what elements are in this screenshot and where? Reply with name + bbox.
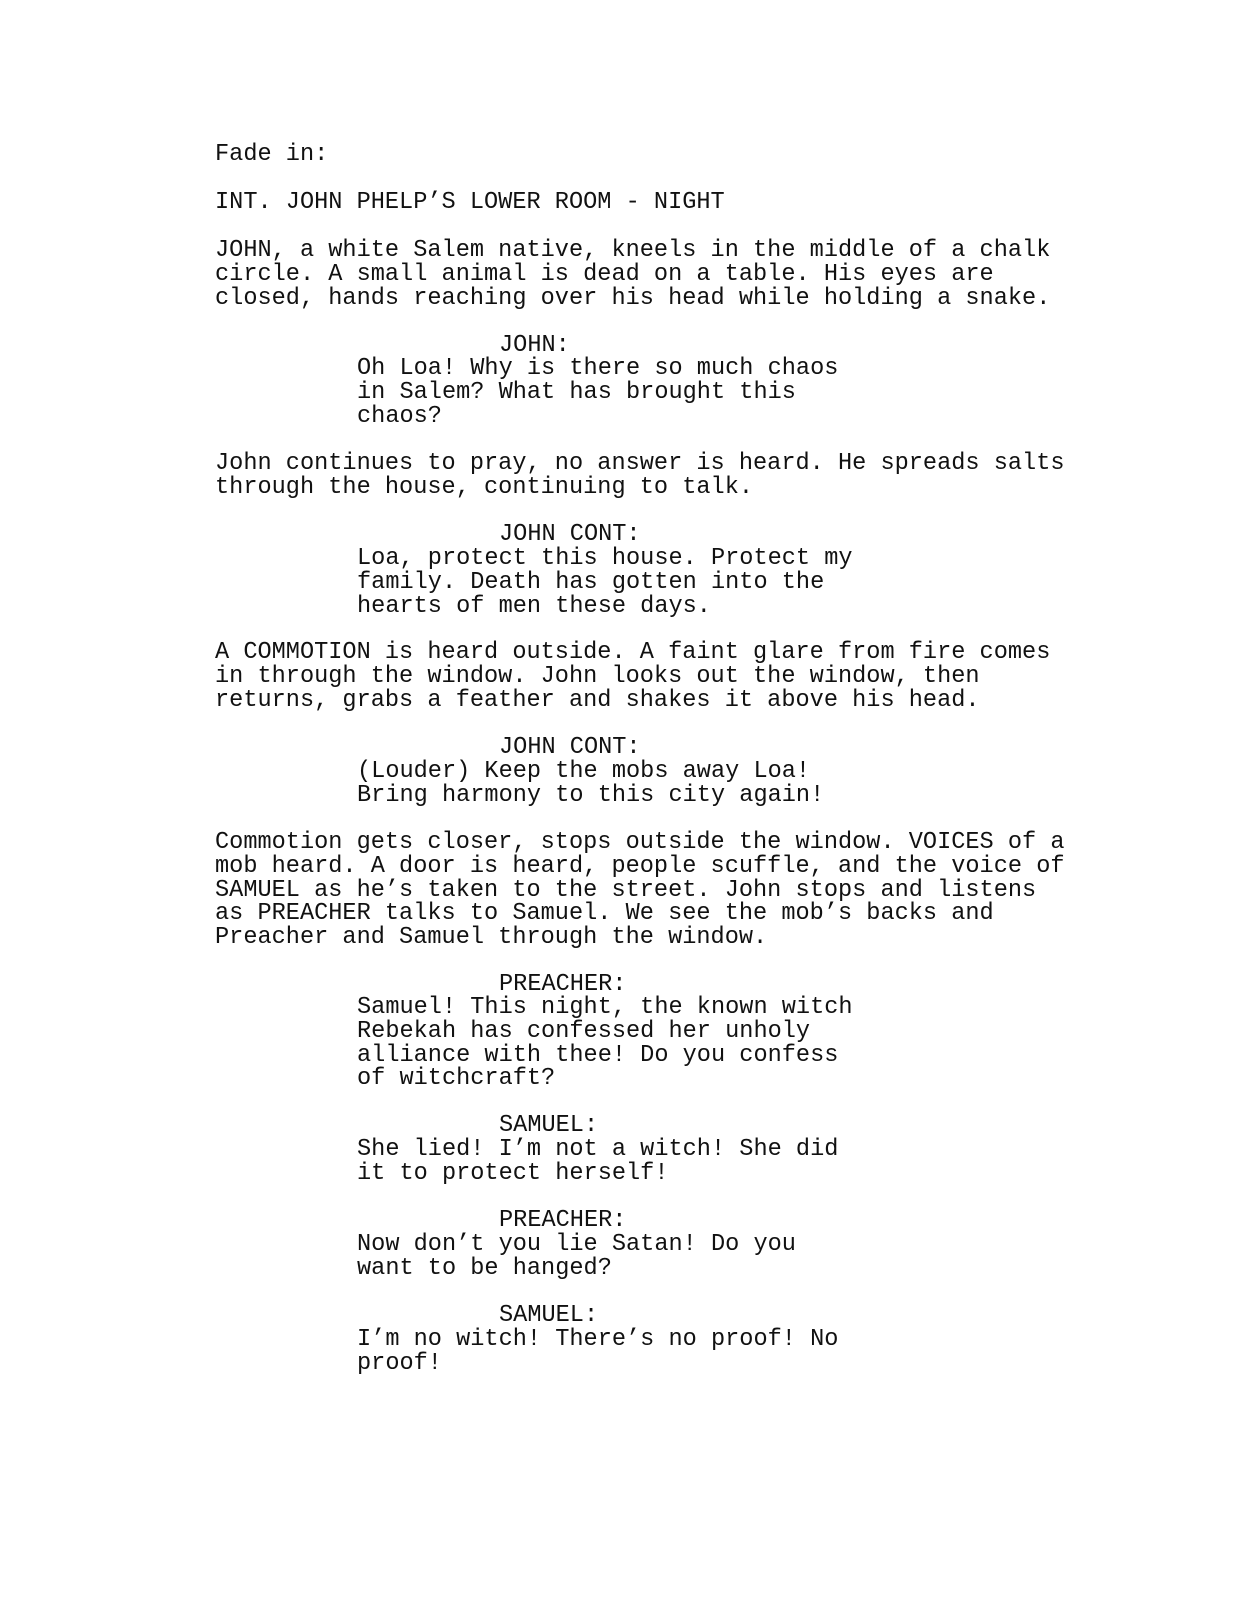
action-paragraph-4: Commotion gets closer, stops outside the window. VOICES of a mob heard. A door is heard, people scuffle, and the voice of SAMUEL as he’s taken to the street. John stops and listens as PREACHER talks to Samuel. We see the mob’s backs and Preacher and Samuel through the window. [215,829,1065,952]
dialogue-3: (Louder) Keep the mobs away Loa! Bring harmony to this city again! [357,758,825,809]
scene-heading: INT. JOHN PHELP’S LOWER ROOM - NIGHT [215,189,725,216]
character-cue-1: JOHN: [499,332,570,359]
dialogue-1: Oh Loa! Why is there so much chaos in Salem? What has brought this chaos? [357,355,839,430]
dialogue-4: Samuel! This night, the known witch Rebekah has confessed her unholy alliance with thee! Do you confess of witchcraft? [357,994,853,1093]
action-paragraph-3: A COMMOTION is heard outside. A faint glare from fire comes in through the window. John looks out the window, then returns, grabs a feather and shakes it above his head. [215,639,1051,714]
character-cue-4: PREACHER: [499,971,627,998]
character-cue-6: PREACHER: [499,1207,627,1234]
character-cue-5: SAMUEL: [499,1112,599,1139]
action-paragraph-2: John continues to pray, no answer is heard. He spreads salts through the house, continuing to talk. [215,450,1065,501]
dialogue-5: She lied! I’m not a witch! She did it to protect herself! [357,1136,839,1187]
character-cue-7: SAMUEL: [499,1302,599,1329]
character-cue-2: JOHN CONT: [499,521,641,548]
dialogue-2: Loa, protect this house. Protect my family. Death has gotten into the hearts of men these days. [357,545,853,620]
dialogue-6: Now don’t you lie Satan! Do you want to be hanged? [357,1231,796,1282]
action-paragraph-1: JOHN, a white Salem native, kneels in the middle of a chalk circle. A small animal is dead on a table. His eyes are closed, hands reaching over his head while holding a snake. [215,237,1051,312]
transition-fade-in: Fade in: [215,141,329,168]
dialogue-7: I’m no witch! There’s no proof! No proof! [357,1326,839,1377]
character-cue-3: JOHN CONT: [499,734,641,761]
